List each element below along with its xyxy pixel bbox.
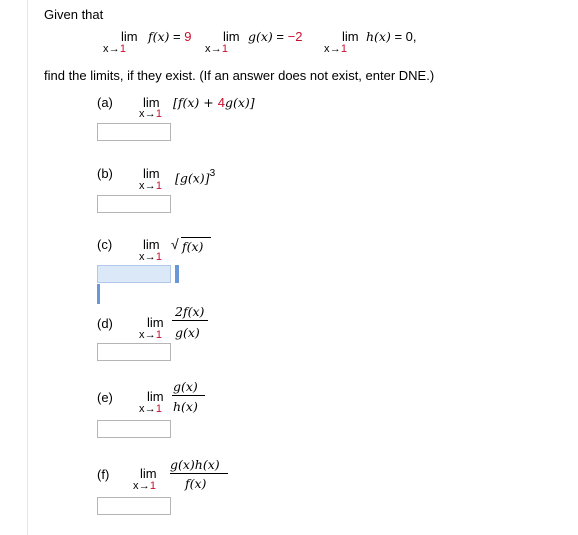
- part-e-label: (e): [97, 390, 113, 405]
- part-f-answer-input[interactable]: [97, 497, 171, 515]
- part-d-numerator: 2f(x): [175, 304, 205, 319]
- part-a-answer-field[interactable]: [98, 124, 170, 140]
- part-c-label: (c): [97, 237, 113, 252]
- part-c-expression: f(x): [182, 239, 204, 254]
- part-e-denominator: h(x): [173, 399, 198, 414]
- given-g-approach: x→1: [205, 43, 229, 55]
- part-f-answer-field[interactable]: [98, 498, 170, 514]
- part-f-approach: x→1: [133, 480, 157, 492]
- intro-text: Given that: [44, 7, 104, 22]
- sqrt-icon: √: [171, 236, 179, 252]
- part-f-label: (f): [97, 467, 110, 482]
- part-b-label: (b): [97, 166, 113, 181]
- part-a-lim: lim: [143, 95, 160, 110]
- part-b-answer-field[interactable]: [98, 196, 170, 212]
- part-d-lim: lim: [147, 315, 164, 330]
- part-e-answer-input[interactable]: [97, 420, 171, 438]
- given-f-lim: lim: [121, 29, 138, 44]
- given-f-expr: f(x) = 9: [148, 29, 192, 44]
- part-e-lim: lim: [147, 389, 164, 404]
- left-margin-rule: [27, 0, 28, 535]
- part-c-focus-caret: [175, 265, 179, 283]
- part-b-answer-input[interactable]: [97, 195, 171, 213]
- part-d-fraction-bar: [172, 320, 208, 321]
- part-e-numerator: g(x): [173, 379, 198, 394]
- given-f-approach: x→1: [103, 43, 127, 55]
- given-g-expr: g(x) = −2: [248, 29, 303, 44]
- part-c-focus-edge: [97, 284, 100, 304]
- part-c-answer-input[interactable]: [97, 265, 171, 283]
- part-b-expression: $[g(x)]^3$: [175, 168, 216, 186]
- part-f-numerator: g(x)h(x): [170, 457, 220, 472]
- part-d-answer-field[interactable]: [98, 344, 170, 360]
- given-h-expr: h(x) = 0,: [366, 29, 417, 44]
- instruction-text: find the limits, if they exist. (If an answer does not exist, enter DNE.): [44, 68, 435, 83]
- part-c-lim: lim: [143, 237, 160, 252]
- given-h-lim: lim: [342, 29, 359, 44]
- part-a-answer-input[interactable]: [97, 123, 171, 141]
- part-a-label: (a): [97, 95, 113, 110]
- part-a-approach: x→1: [139, 108, 163, 120]
- part-c-approach: x→1: [139, 251, 163, 263]
- part-b-approach: x→1: [139, 180, 163, 192]
- part-c-answer-field[interactable]: [98, 266, 170, 282]
- part-f-fraction-bar: [170, 473, 228, 474]
- part-d-answer-input[interactable]: [97, 343, 171, 361]
- part-e-answer-field[interactable]: [98, 421, 170, 437]
- part-d-denominator: g(x): [175, 325, 200, 340]
- part-d-label: (d): [97, 316, 113, 331]
- part-f-denominator: f(x): [185, 476, 207, 491]
- part-f-lim: lim: [140, 466, 157, 481]
- part-d-approach: x→1: [139, 329, 163, 341]
- part-e-fraction-bar: [172, 395, 205, 396]
- sqrt-vinculum: [181, 237, 211, 238]
- given-g-lim: lim: [223, 29, 240, 44]
- part-e-approach: x→1: [139, 403, 163, 415]
- given-h-approach: x→1: [324, 43, 348, 55]
- part-a-expression: [f(x) + 4g(x)]: [173, 95, 255, 110]
- part-b-lim: lim: [143, 166, 160, 181]
